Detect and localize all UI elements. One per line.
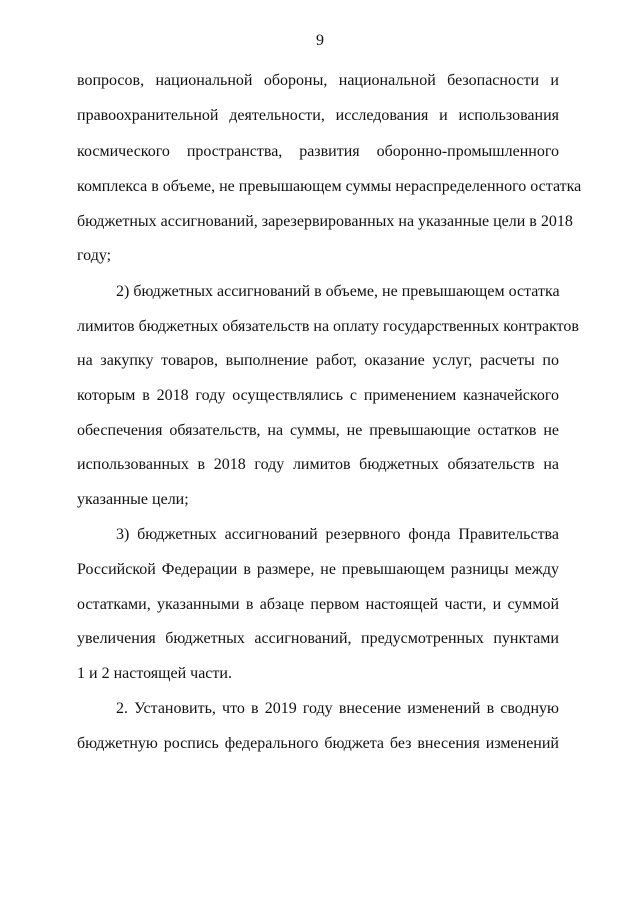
text-line: указанные цели; bbox=[77, 491, 189, 508]
text-line: бюджетную роспись федерального бюджета без внесения изменений bbox=[77, 735, 559, 752]
text-line: увеличения бюджетных ассигнований, предусмотренных пунктами bbox=[77, 630, 559, 647]
text-line: обеспечения обязательств, на суммы, не превышающие остатков не bbox=[77, 422, 559, 439]
text-line: использованных в 2018 году лимитов бюджетных обязательств на bbox=[77, 456, 559, 473]
text-line: 3) бюджетных ассигнований резервного фонда Правительства bbox=[116, 526, 559, 543]
text-line: 2. Установить, что в 2019 году внесение изменений в сводную bbox=[116, 700, 559, 717]
text-line: остатками, указанными в абзаце первом настоящей части, и суммой bbox=[77, 596, 559, 613]
text-line: бюджетных ассигнований, зарезервированных на указанные цели в 2018 bbox=[77, 213, 573, 230]
page-number: 9 bbox=[316, 32, 324, 49]
text-line: комплекса в объеме, не превышающем суммы нераспределенного остатка bbox=[77, 178, 582, 195]
text-line: 1 и 2 настоящей части. bbox=[77, 665, 232, 682]
text-line: Российской Федерации в размере, не превышающем разницы между bbox=[77, 561, 559, 578]
text-line: космического пространства, развития оборонно-промышленного bbox=[77, 143, 559, 160]
text-line: вопросов, национальной обороны, национальной безопасности и bbox=[77, 72, 559, 89]
text-line: лимитов бюджетных обязательств на оплату государственных контрактов bbox=[77, 318, 579, 335]
text-line: году; bbox=[77, 247, 112, 264]
text-line: 2) бюджетных ассигнований в объеме, не превышающем остатка bbox=[116, 283, 560, 300]
text-line: которым в 2018 году осуществлялись с применением казначейского bbox=[77, 387, 559, 404]
text-line: на закупку товаров, выполнение работ, оказание услуг, расчеты по bbox=[77, 352, 559, 369]
text-line: правоохранительной деятельности, исследования и использования bbox=[77, 107, 559, 124]
